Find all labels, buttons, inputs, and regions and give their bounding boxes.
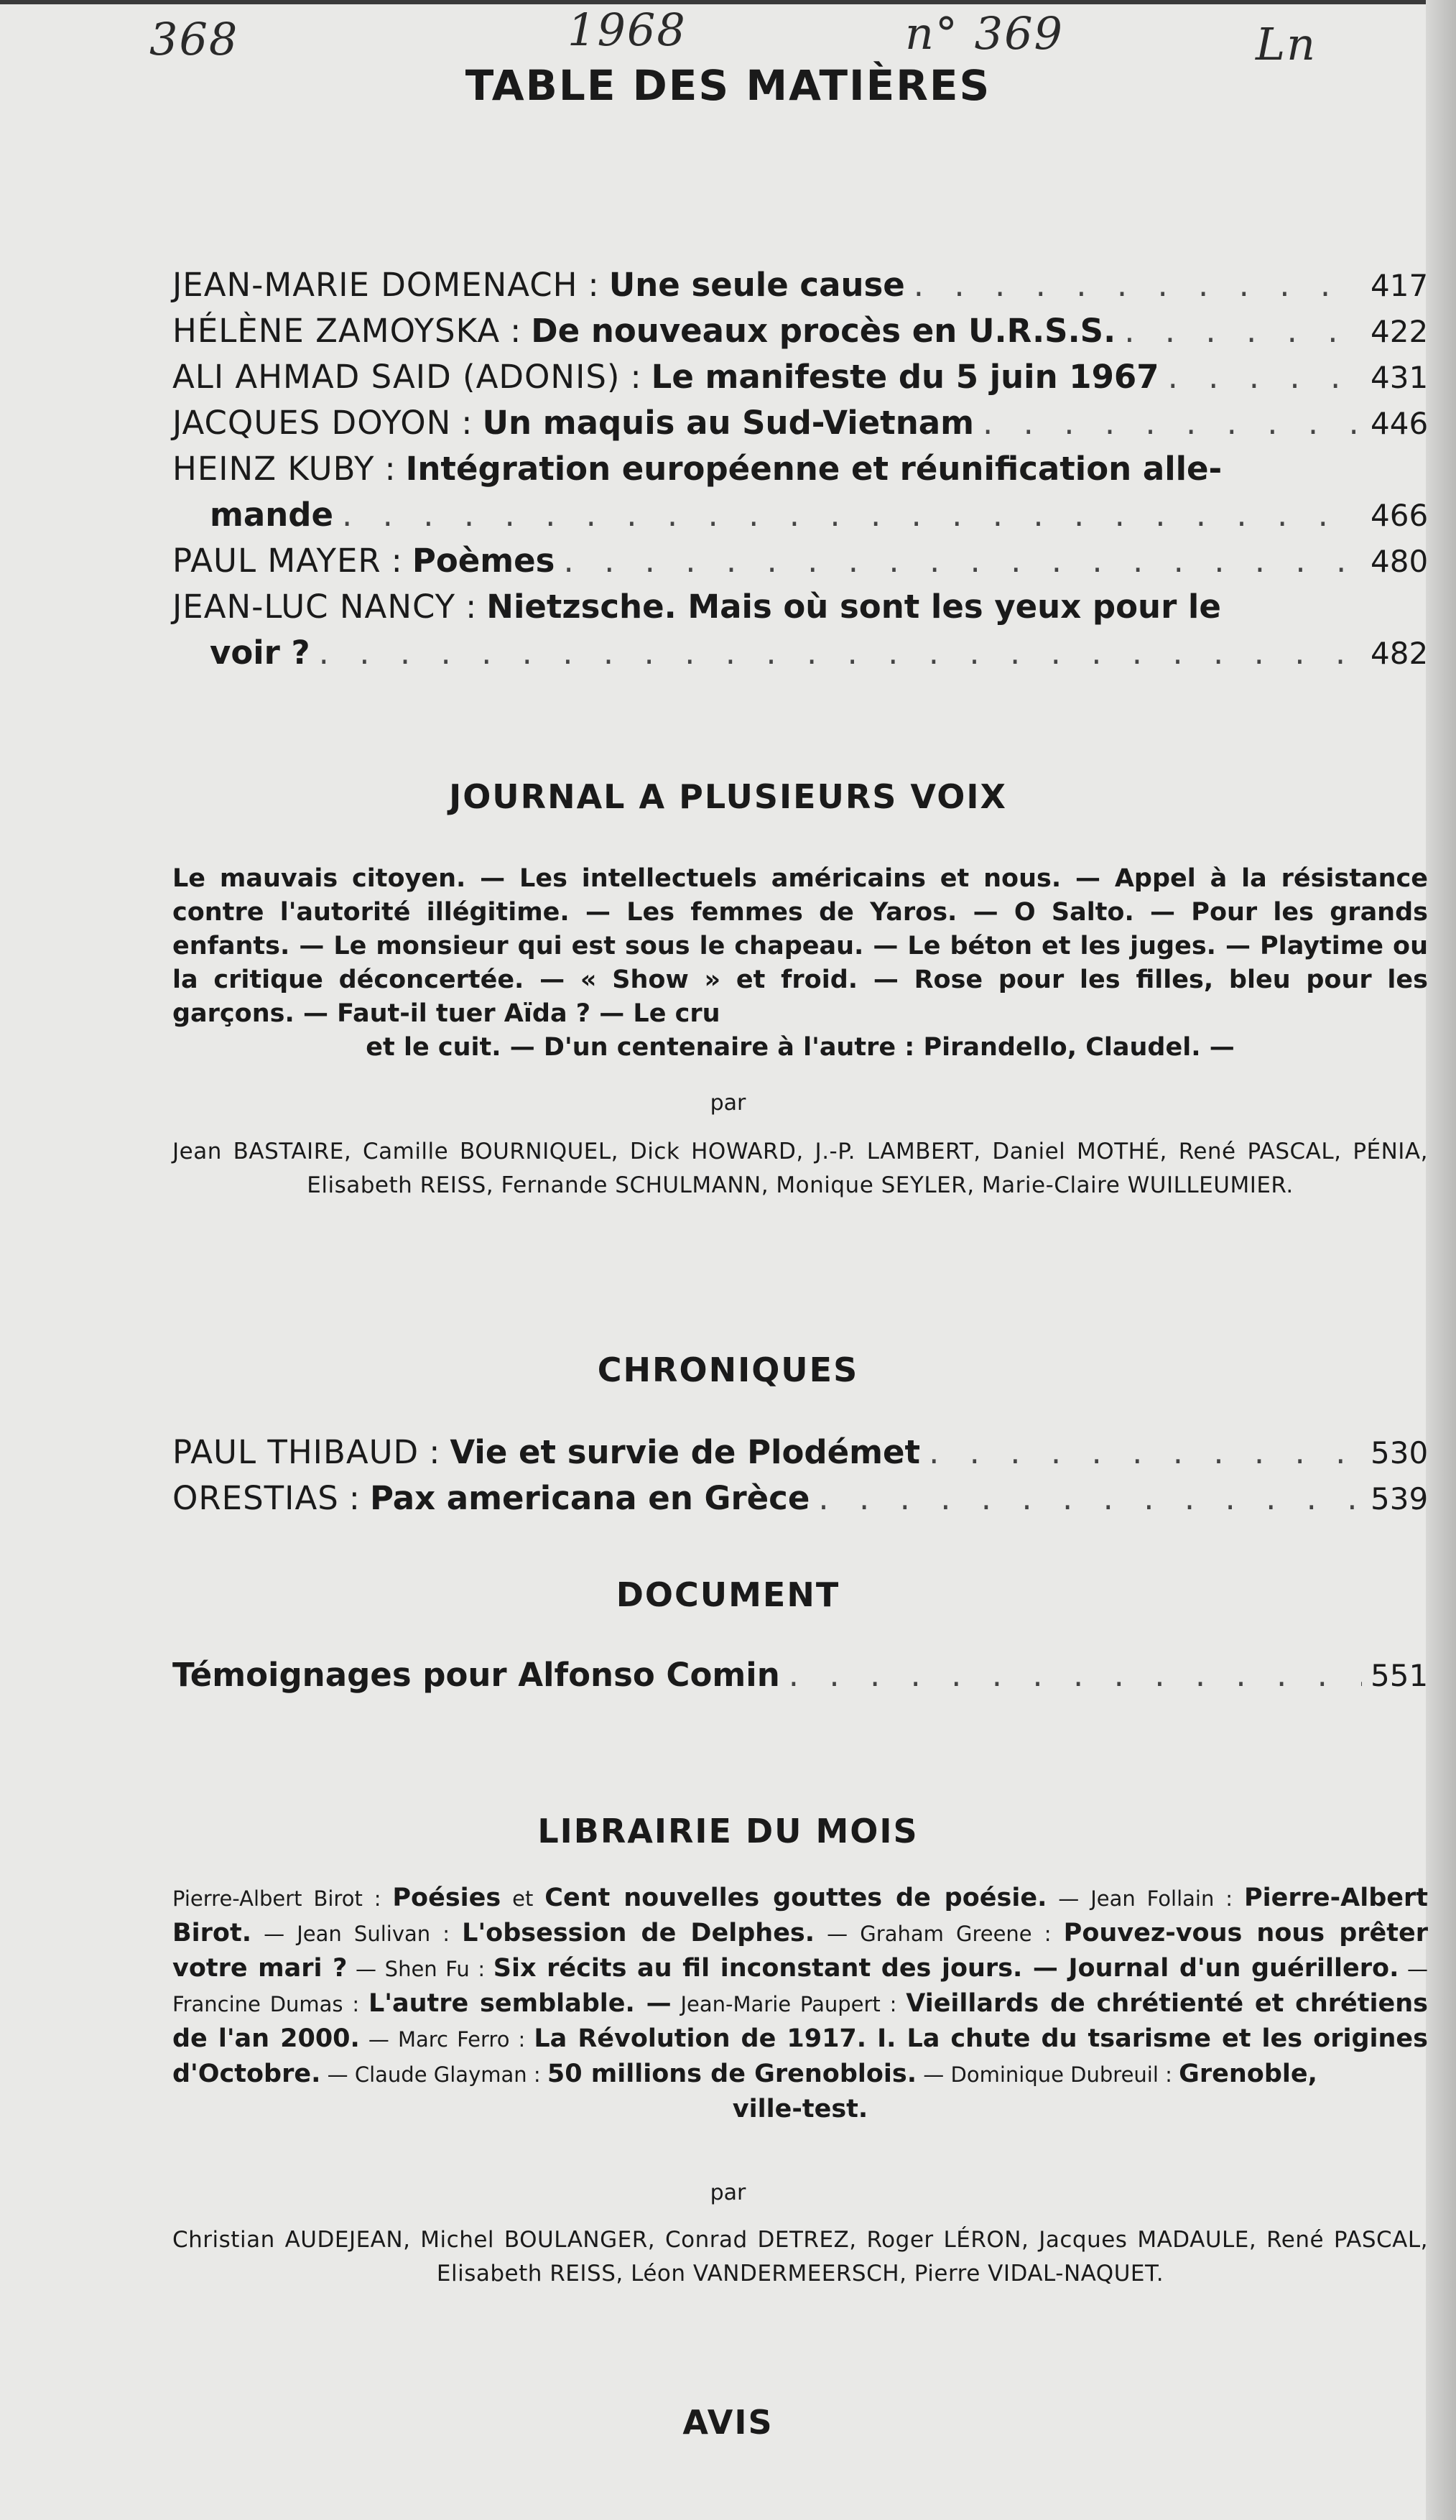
toc-author: ORESTIAS [172,1479,339,1517]
toc-title: Le manifeste du 5 juin 1967 [651,358,1159,396]
toc-entry[interactable] [172,1652,1428,1698]
toc-list [172,262,1428,676]
toc-entry[interactable]: HEINZ KUBY : Intégration européenne et réunification alle- mande . . . 466 [172,446,1428,538]
toc-title: Témoignages pour Alfonso Comin [172,1656,780,1694]
toc-author: PAUL THIBAUD [172,1433,419,1471]
toc-page: 431 [1371,360,1429,395]
review-author: et [501,1886,545,1911]
chroniques-list [172,1430,1428,1521]
toc-entry[interactable]: JEAN-LUC NANCY : Nietzsche. Mais où sont les yeux pour le voir ? . . . 482 [172,584,1428,676]
toc-author: JEAN-LUC NANCY [172,588,456,626]
toc-author: PAUL MAYER [172,542,381,580]
section-heading-document: DOCUMENT [616,1575,840,1614]
toc-page: 417 [1371,268,1429,303]
toc-page: 482 [1371,636,1429,671]
toc-page: 480 [1371,544,1429,579]
toc-title: Poèmes [412,542,555,580]
review-author: Jean-Marie Paupert : [671,1992,906,2016]
toc-page: 530 [1371,1435,1429,1470]
review-author: — Dominique Dubreuil : [917,2062,1179,2087]
toc-entry[interactable]: JACQUES DOYON : Un maquis au Sud-Vietnam . . . 446 [172,400,1428,446]
toc-author: ALI AHMAD SAID (ADONIS) [172,358,621,396]
toc-entry[interactable]: PAUL MAYER : Poèmes . . . 480 [172,538,1428,584]
review-author: — Francine Dumas : [172,1957,1428,2016]
toc-author: HEINZ KUBY [172,450,375,488]
toc-entry[interactable]: PAUL THIBAUD : Vie et survie de Plodémet . . . 530 [172,1430,1428,1476]
toc-page: 551 [1371,1658,1429,1693]
handwritten-note-d: Ln [1256,18,1317,70]
toc-entry[interactable]: HÉLÈNE ZAMOYSKA : De nouveaux procès en U.R.S.S. . . . 422 [172,308,1428,354]
librairie-par-label: par [710,2180,746,2205]
review-title: Pierre-Albert Birot. [172,1884,1428,1947]
toc-title: Vie et survie de Plodémet [450,1433,921,1471]
review-title: Six récits au fil inconstant des jours. — Journal d'un guérillero. [493,1954,1399,1983]
document-list [172,1652,1428,1698]
toc-page: 539 [1371,1481,1429,1516]
librairie-contents [172,1881,1428,2126]
toc-page: 466 [1371,498,1429,533]
toc-title: Une seule cause [608,266,905,304]
toc-title: Un maquis au Sud-Vietnam [482,404,974,442]
review-author: — Marc Ferro : [359,2027,534,2052]
review-title: Grenoble, [1179,2060,1317,2088]
toc-author: HÉLÈNE ZAMOYSKA [172,312,501,350]
review-author: — Graham Greene : [815,1922,1064,1946]
page-spine-shadow [1426,0,1456,2520]
review-author: — Jean Follain : [1047,1886,1244,1911]
librairie-contributors: Christian AUDEJEAN, Michel BOULANGER, Conrad DETREZ, Roger LÉRON, Jacques MADAULE, René PASCAL, Elisabeth REISS, Léon VANDERMEERSCH, Pierre VIDAL-NAQUET. [172,2227,1428,2287]
toc-entry[interactable]: ORESTIAS : Pax americana en Grèce . . . 539 [172,1476,1428,1521]
review-title: Poésies [392,1884,501,1912]
toc-entry[interactable]: ALI AHMAD SAID (ADONIS) : Le manifeste du 5 juin 1967 . . . 431 [172,354,1428,400]
journal-contents [172,862,1428,1065]
review-author: — Jean Sulivan : [251,1922,463,1946]
review-title-last-line: ville-test. [732,2095,868,2123]
toc-title: Intégration européenne et réunification alle- [405,450,1223,488]
journal-text: Le mauvais citoyen. — Les intellectuels américains et nous. — Appel à la résistance contre l'autorité illégitime. — Les femmes de Yaros. — O Salto. — Pour les grands enfants. — Le monsieur qui est sous le chapeau. — Le béton et les juges. — Playtime ou la critique déconcertée. — « Show » et froid. — Rose pour les filles, bleu pour les garçons. — Faut-il tuer Aïda ? — Le cru [172,864,1428,1028]
toc-entry[interactable]: JEAN-MARIE DOMENACH : Une seule cause . . . 417 [172,262,1428,308]
toc-author: JACQUES DOYON [172,404,452,442]
handwritten-note-a: 368 [149,13,239,65]
page-title: TABLE DES MATIÈRES [465,61,991,110]
section-heading-journal: JOURNAL A PLUSIEURS VOIX [449,777,1007,816]
journal-par-label: par [710,1090,746,1116]
top-edge [0,0,1456,4]
review-title: L'autre semblable. — [368,1989,672,2018]
toc-title: Pax americana en Grèce [369,1479,810,1517]
review-author: Pierre-Albert Birot : [172,1886,393,1911]
review-title: 50 millions de Grenoblois. [547,2060,917,2088]
section-heading-chroniques: CHRONIQUES [597,1351,859,1389]
toc-title: De nouveaux procès en U.R.S.S. [531,312,1116,350]
toc-title: Nietzsche. Mais où sont les yeux pour le [486,588,1221,626]
review-author: — Claude Glayman : [320,2062,547,2087]
section-heading-avis: AVIS [682,2403,774,2442]
handwritten-note-c: n° 369 [905,7,1064,60]
handwritten-note-b: 1968 [567,4,687,56]
section-heading-librairie: LIBRAIRIE DU MOIS [537,1812,919,1850]
toc-page: 422 [1371,314,1429,349]
toc-title-continued: mande [210,496,334,534]
review-title: Cent nouvelles gouttes de poésie. [544,1884,1047,1912]
toc-page: 446 [1371,406,1429,441]
review-title: Pouvez-vous nous prêter votre mari ? [172,1919,1429,1983]
toc-author: JEAN-MARIE DOMENACH [172,266,578,304]
review-author: — Shen Fu : [347,1957,493,1981]
journal-contributors: Jean BASTAIRE, Camille BOURNIQUEL, Dick HOWARD, J.-P. LAMBERT, Daniel MOTHÉ, René PASCAL, PÉNIA, Elisabeth REISS, Fernande SCHULMANN, Monique SEYLER, Marie-Claire WUILLEUMIER. [172,1139,1428,1198]
review-title: L'obsession de Delphes. [462,1919,815,1947]
journal-text-last-line: et le cuit. — D'un centenaire à l'autre : Pirandello, Claudel. — [366,1033,1235,1062]
review-title: Vieillards de chrétienté et chrétiens de l'an 2000. [172,1989,1429,2053]
review-title: La Révolution de 1917. I. La chute du tsarisme et les origines d'Octobre. [172,2024,1428,2088]
toc-title-continued: voir ? [210,634,310,672]
